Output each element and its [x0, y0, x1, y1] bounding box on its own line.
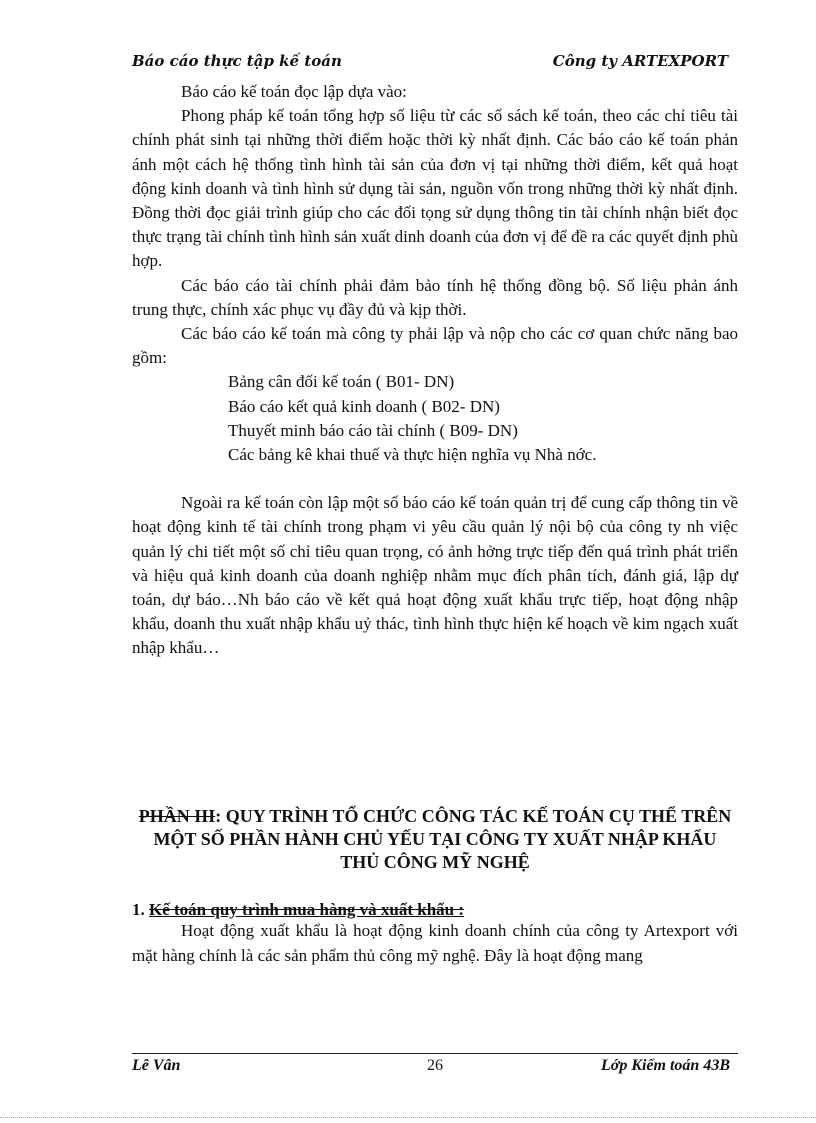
section-heading	[132, 900, 464, 920]
list-item: Báo cáo kết quả kinh doanh ( B02- DN)	[228, 396, 500, 416]
spacer	[132, 467, 738, 491]
part-title-text: : QUY TRÌNH TỔ CHỨC CÔNG TÁC KẾ TOÁN CỤ THỂ TRÊN MỘT SỐ PHẦN HÀNH CHỦ YẾU TẠI CÔNG TY XUẤT NHẬP KHẨU THỦ CÔNG MỸ NGHỆ	[153, 806, 732, 872]
page-number: 26	[427, 1057, 443, 1074]
paragraph-requirements: Các báo cáo tài chính phải đảm bảo tính hệ thống đồng bộ. Số liệu phản ánh trung thực, chính xác phục vụ đầy đủ và kịp thời.	[132, 275, 738, 319]
part-title	[132, 805, 738, 874]
report-list	[228, 370, 738, 467]
running-header-left: Báo cáo thực tập kế toán	[132, 52, 342, 70]
part-title-prefix: PHẦN III	[138, 806, 216, 826]
main-text	[132, 80, 738, 661]
section-title: Kế toán quy trình mua hàng và xuất khẩu :	[149, 900, 465, 919]
paragraph-method: Phong pháp kế toán tổng hợp số liệu từ các sổ sách kế toán, theo các chỉ tiêu tài chính phát sinh tại những thời điểm hoặc thời kỳ nhất định. Các báo cáo kế toán phản ánh một cách hệ thống tình hình tài sản của đơn vị tại những thời điểm, kết quả hoạt động kinh doanh và tình hình sử dụng tài sản, nguồn vốn trong những thời kỳ nhất định. Đồng thời đọc giải trình giúp cho các đối tọng sử dụng thông tin tài chính nhận biết đọc thực trạng tài chính tình hình sản xuất dinh doanh của đơn vị để đề ra các quyết định phù hợp.	[132, 106, 738, 271]
list-item: Bảng cân đối kế toán ( B01- DN)	[228, 372, 455, 392]
paragraph-intro: Báo cáo kế toán đọc lập dựa vào:	[181, 82, 407, 101]
list-item: Thuyết minh báo cáo tài chính ( B09- DN)	[228, 420, 518, 440]
paragraph-export: Hoạt động xuất khẩu là hoạt động kinh doanh chính của công ty Artexport với mặt hàng chính là các sản phẩm thủ công mỹ nghệ. Đây là hoạt động mang	[132, 921, 738, 965]
paragraph-reports-lead: Các báo cáo kế toán mà công ty phải lập và nộp cho các cơ quan chức năng bao gồm:	[132, 324, 738, 368]
paragraph-management-reports: Ngoài ra kế toán còn lập một số báo cáo kế toán quản trị để cung cấp thông tin về hoạt động kinh tế tài chính trong phạm vi yêu cầu quản lý nội bộ của công ty nh việc quản lý chi tiết một số chỉ tiêu quan trọng, có ảnh hởng trực tiếp đến quá trình phát triển và hiệu quả kinh doanh của doanh nghiệp nhằm mục đích phân tích, đánh giá, lập dự toán, dự báo…Nh báo cáo về kết quả hoạt động xuất khẩu trực tiếp, hoạt động nhập khẩu, doanh thu xuất nhập khẩu uỷ thác, tình hình thực hiện kế hoạch về kim ngạch xuất nhập khẩu…	[132, 493, 738, 658]
page-edge-divider	[0, 1117, 816, 1118]
footer-rule	[132, 1053, 738, 1054]
list-item: Các bảng kê khai thuế và thực hiện nghĩa vụ Nhà nớc.	[228, 445, 597, 465]
footer-class: Lớp Kiểm toán 43B	[600, 1057, 730, 1074]
running-header-right: Công ty ARTEXPORT	[552, 52, 728, 70]
section-number: 1.	[132, 900, 145, 919]
footer-author: Lê Vân	[132, 1057, 181, 1074]
section-text	[132, 918, 738, 968]
